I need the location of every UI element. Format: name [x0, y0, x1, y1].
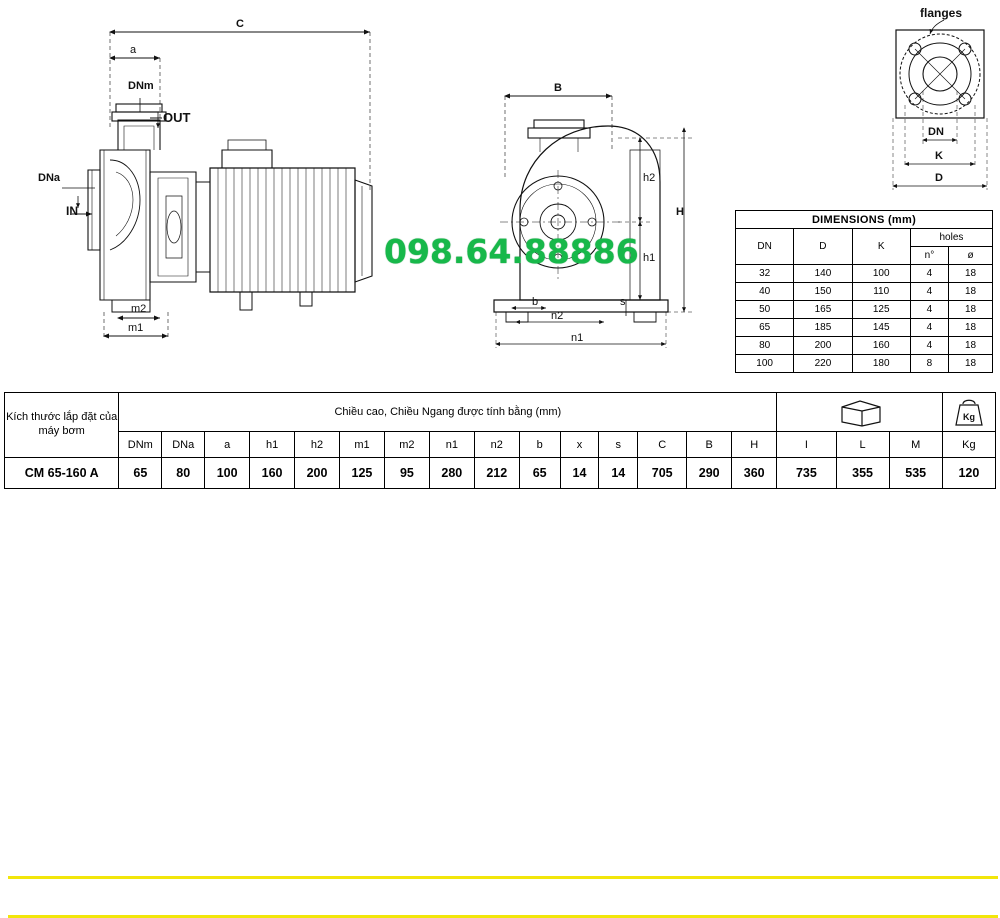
cell: 160 — [852, 337, 910, 355]
table-row — [736, 301, 993, 319]
cell: 18 — [949, 283, 993, 301]
box-icon — [777, 393, 942, 432]
cell: 125 — [339, 458, 384, 489]
table-row — [736, 337, 993, 355]
cell: 95 — [384, 458, 429, 489]
table-row — [736, 265, 993, 283]
cell: 4 — [910, 337, 948, 355]
col-h1: h1 — [250, 432, 295, 458]
cell: 535 — [889, 458, 942, 489]
table-row — [736, 319, 993, 337]
cell: 65 — [736, 319, 794, 337]
cell: 100 — [852, 265, 910, 283]
dim-col-k: K — [852, 229, 910, 265]
cell: 100 — [736, 355, 794, 373]
cell: 355 — [836, 458, 889, 489]
col-M: M — [889, 432, 942, 458]
label-OUT: OUT — [163, 110, 191, 125]
cell: 4 — [910, 319, 948, 337]
col-n2: n2 — [474, 432, 519, 458]
dim-col-holes-d: ø — [949, 247, 993, 265]
col-b: b — [519, 432, 560, 458]
col-weight: Kg — [942, 432, 995, 458]
cell: 18 — [949, 265, 993, 283]
label-a: a — [130, 44, 137, 56]
label-H: H — [676, 206, 684, 218]
cell: 18 — [949, 319, 993, 337]
col-DNa: DNa — [162, 432, 205, 458]
cell: 125 — [852, 301, 910, 319]
cell: 160 — [250, 458, 295, 489]
col-DNm: DNm — [119, 432, 162, 458]
label-m1: m1 — [128, 322, 144, 334]
cell: 150 — [794, 283, 852, 301]
col-C: C — [638, 432, 687, 458]
cell: 220 — [794, 355, 852, 373]
col-I: I — [777, 432, 836, 458]
cell: 18 — [949, 355, 993, 373]
cell: 280 — [429, 458, 474, 489]
cell: 180 — [852, 355, 910, 373]
cell: 4 — [910, 301, 948, 319]
label-B: B — [554, 82, 562, 94]
label-K: K — [935, 150, 943, 162]
cell: 65 — [119, 458, 162, 489]
label-s: s — [620, 296, 626, 308]
cell: 65 — [519, 458, 560, 489]
label-DNa: DNa — [38, 172, 61, 184]
cell: 80 — [162, 458, 205, 489]
cell: 8 — [910, 355, 948, 373]
col-a: a — [205, 432, 250, 458]
label-n2: n2 — [551, 310, 564, 322]
col-H: H — [732, 432, 777, 458]
label-flanges: flanges — [920, 6, 963, 20]
cell: 200 — [794, 337, 852, 355]
cell: 185 — [794, 319, 852, 337]
col-h2: h2 — [295, 432, 340, 458]
cell: 18 — [949, 337, 993, 355]
main-title: Chiều cao, Chiều Ngang được tính bằng (mm) — [119, 393, 777, 432]
table-row — [736, 283, 993, 301]
cell: 50 — [736, 301, 794, 319]
col-s: s — [599, 432, 638, 458]
cell: 100 — [205, 458, 250, 489]
dimensions-title: DIMENSIONS (mm) — [736, 211, 993, 229]
cell: 120 — [942, 458, 995, 489]
label-DN: DN — [928, 126, 944, 138]
col-B: B — [687, 432, 732, 458]
phone-watermark: 098.64.88886 — [384, 232, 639, 271]
label-m2: m2 — [131, 303, 147, 315]
label-b: b — [532, 296, 539, 308]
table-row — [736, 355, 993, 373]
cell: 18 — [949, 301, 993, 319]
col-x: x — [560, 432, 599, 458]
cell: 80 — [736, 337, 794, 355]
col-m2: m2 — [384, 432, 429, 458]
cell: 290 — [687, 458, 732, 489]
cell: 40 — [736, 283, 794, 301]
label-h2: h2 — [643, 172, 656, 184]
label-n1: n1 — [571, 332, 584, 344]
cell: 212 — [474, 458, 519, 489]
label-IN: IN — [66, 204, 78, 218]
dimensions-table — [735, 210, 993, 373]
cell: 705 — [638, 458, 687, 489]
cell: 165 — [794, 301, 852, 319]
weight-icon — [942, 393, 995, 432]
cell: 14 — [560, 458, 599, 489]
cell: 140 — [794, 265, 852, 283]
model-name: CM 65-160 A — [5, 458, 119, 489]
cell: 360 — [732, 458, 777, 489]
cell: 145 — [852, 319, 910, 337]
highlight-band — [8, 876, 998, 918]
svg-text:Kg: Kg — [962, 412, 975, 422]
dim-col-d: D — [794, 229, 852, 265]
cell: 110 — [852, 283, 910, 301]
cell: 4 — [910, 265, 948, 283]
dim-group-holes: holes — [910, 229, 992, 247]
cell: 32 — [736, 265, 794, 283]
dim-col-holes-n: n° — [910, 247, 948, 265]
col-L: L — [836, 432, 889, 458]
installation-dimensions-table — [4, 392, 996, 520]
label-C: C — [236, 18, 244, 30]
label-DNm: DNm — [128, 80, 154, 92]
cell: 735 — [777, 458, 836, 489]
label-D: D — [935, 172, 943, 184]
dim-col-dn: DN — [736, 229, 794, 265]
table-row — [5, 458, 996, 489]
col-m1: m1 — [339, 432, 384, 458]
cell: 4 — [910, 283, 948, 301]
cell: 14 — [599, 458, 638, 489]
cell: 200 — [295, 458, 340, 489]
corner-title: Kích thước lắp đặt của máy bơm — [5, 393, 119, 458]
col-n1: n1 — [429, 432, 474, 458]
label-h1: h1 — [643, 252, 656, 264]
